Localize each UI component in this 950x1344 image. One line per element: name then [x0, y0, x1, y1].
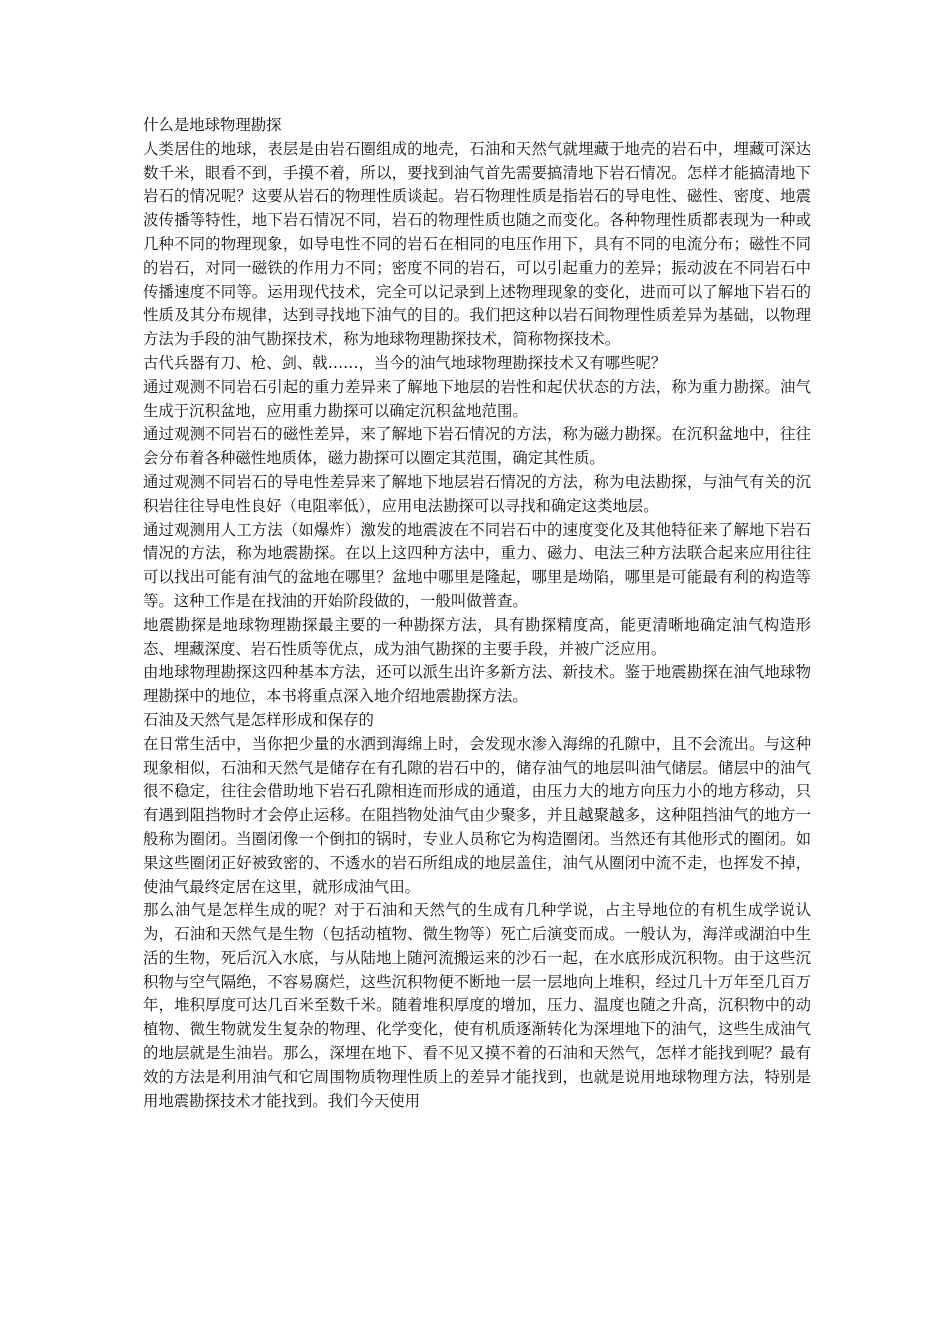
paragraph-intro: 人类居住的地球，表层是由岩石圈组成的地壳，石油和天然气就埋藏于地壳的岩石中，埋藏可深达数千米，眼看不到，手摸不着，所以，要找到油气首先需要搞清地下岩石情况。怎样才能搞清地下岩石的情况呢？这要从岩石的物理性质谈起。岩石物理性质是指岩石的导电性、磁性、密度、地震波传播等特性，地下岩石情况不同，岩石的物理性质也随之而变化。各种物理性质都表现为一种或几种不同的物理现象，如导电性不同的岩石在相同的电压作用下，具有不同的电流分布；磁性不同的岩石，对同一磁铁的作用力不同；密度不同的岩石，可以引起重力的差异；振动波在不同岩石中传播速度不同等。运用现代技术，完全可以记录到上述物理现象的变化，进而可以了解地下岩石的性质及其分布规律，达到寻找地下油气的目的。我们把这种以岩石间物理性质差异为基础，以物理方法为手段的油气勘探技术，称为地球物理勘探技术，简称物探技术。 — [143, 139, 811, 349]
section-title: 石油及天然气是怎样形成和保存的 — [143, 710, 374, 729]
paragraph-question: 古代兵器有刀、枪、剑、戟……，当今的油气地球物理勘探技术又有哪些呢？ — [143, 353, 667, 372]
paragraph-seismic-main: 地震勘探是地球物理勘探最主要的一种勘探方法，具有勘探精度高，能更清晰地确定油气构造形态、埋藏深度、岩石性质等优点，成为油气勘探的主要手段，并被广泛应用。 — [143, 615, 811, 658]
paragraph-derived-methods: 由地球物理勘探这四种基本方法，还可以派生出许多新方法、新技术。鉴于地震勘探在油气地球物理勘探中的地位，本书将重点深入地介绍地震勘探方法。 — [143, 663, 811, 706]
paragraph-electric: 通过观测不同岩石的导电性差异来了解地下地层岩石情况的方法，称为电法勘探，与油气有关的沉积岩往往导电性良好（电阻率低），应用电法勘探可以寻找和确定这类地层。 — [143, 472, 811, 515]
paragraph-origin: 那么油气是怎样生成的呢？对于石油和天然气的生成有几种学说，占主导地位的有机生成学说认为，石油和天然气是生物（包括动植物、微生物等）死亡后演变而成。一般认为，海洋或湖泊中生活的生物，死后沉入水底，与从陆地上随河流搬运来的沙石一起，在水底形成沉积物。由于这些沉积物与空气隔绝，不容易腐烂，这些沉积物便不断地一层一层地向上堆积，经过几十万年至几百万年，堆积厚度可达几百米至数千米。随着堆积厚度的增加，压力、温度也随之升高，沉积物中的动植物、微生物就发生复杂的物理、化学变化，使有机质逐渐转化为深埋地下的油气，这些生成油气的地层就是生油岩。那么，深埋在地下、看不见又摸不着的石油和天然气，怎样才能找到呢？最有效的方法是利用油气和它周围物质物理性质上的差异才能找到，也就是说用地球物理方法，特别是用地震勘探技术才能找到。我们今天使用 — [143, 901, 811, 1110]
paragraph-magnetic: 通过观测不同岩石的磁性差异，来了解地下岩石情况的方法，称为磁力勘探。在沉积盆地中，往往会分布着各种磁性地质体，磁力勘探可以圈定其范围，确定其性质。 — [143, 425, 811, 468]
document-body — [143, 114, 811, 1113]
paragraph-seismic: 通过观测用人工方法（如爆炸）激发的地震波在不同岩石中的速度变化及其他特征来了解地下岩石情况的方法，称为地震勘探。在以上这四种方法中，重力、磁力、电法三种方法联合起来应用往往可以找出可能有油气的盆地在哪里？盆地中哪里是隆起，哪里是坳陷，哪里是可能最有利的构造等等。这种工作是在找油的开始阶段做的，一般叫做普查。 — [143, 520, 811, 610]
page-title: 什么是地球物理勘探 — [143, 116, 282, 134]
paragraph-reservoir: 在日常生活中，当你把少量的水洒到海绵上时，会发现水渗入海绵的孔隙中，且不会流出。与这种现象相似，石油和天然气是储存在有孔隙的岩石中的，储存油气的地层叫油气储层。储层中的油气很不稳定，往往会借助地下岩石孔隙相连而形成的通道，由压力大的地方向压力小的地方移动，只有遇到阻挡物时才会停止运移。在阻挡物处油气由少聚多，并且越聚越多，这种阻挡油气的地方一般称为圈闭。当圈闭像一个倒扣的锅时，专业人员称它为构造圈闭。当然还有其他形式的圈闭。如果这些圈闭正好被致密的、不透水的岩石所组成的地层盖住，油气从圈闭中流不走，也挥发不掉，使油气最终定居在这里，就形成油气田。 — [143, 734, 811, 896]
paragraph-gravity: 通过观测不同岩石引起的重力差异来了解地下地层的岩性和起伏状态的方法，称为重力勘探。油气生成于沉积盆地，应用重力勘探可以确定沉积盆地范围。 — [143, 377, 811, 420]
